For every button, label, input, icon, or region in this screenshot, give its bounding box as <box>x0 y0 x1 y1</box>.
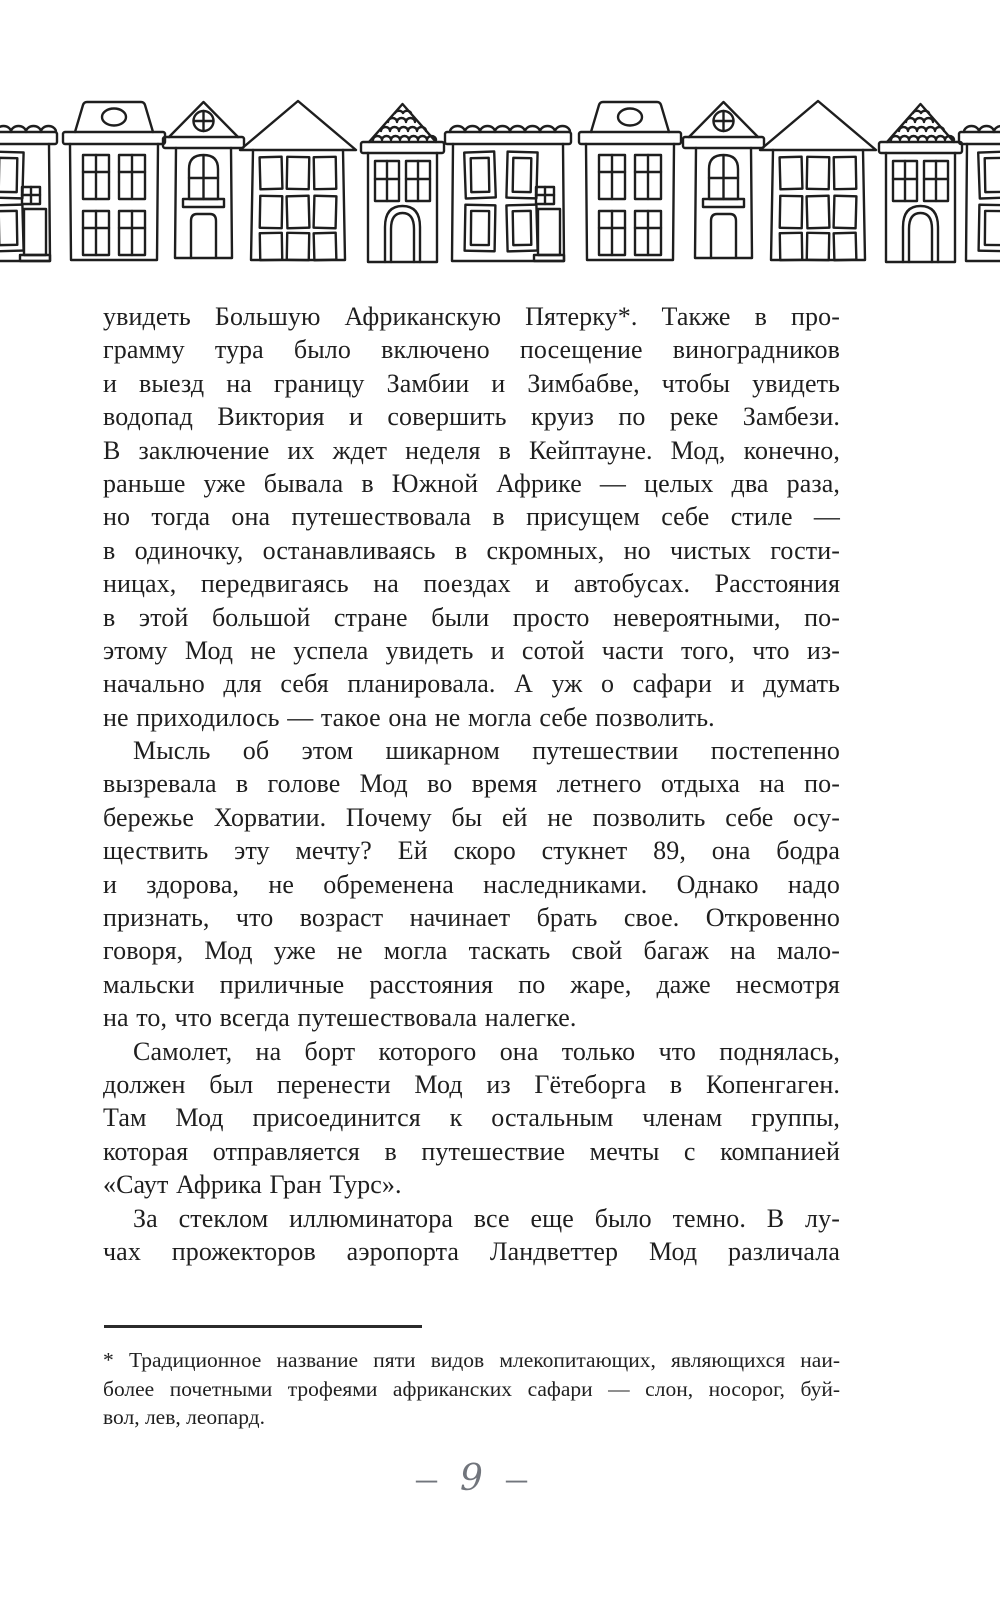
body-line: За стеклом иллюминатора все еще было темно. В лу- <box>133 1203 840 1233</box>
house-icon-shingled-roof <box>879 104 962 262</box>
house-icon-wide-triangle <box>240 101 356 260</box>
house-icon-flat-scalloped <box>0 126 57 261</box>
body-line: Самолет, на борт которого она только что поднялась, <box>133 1036 840 1066</box>
body-line: начально для себя планировала. А уж о сафари и думать <box>103 669 840 699</box>
body-line: не приходилось — такое она не могла себе позволить. <box>103 702 715 732</box>
house-icon-flat-scalloped <box>445 126 571 261</box>
footnote <box>103 1346 840 1432</box>
body-text <box>103 300 840 1268</box>
body-line: которая отправляется в путешествие мечты с компанией <box>103 1136 840 1166</box>
body-line: этому Мод не успела увидеть и сотой части того, что из- <box>103 635 840 665</box>
footnote-line: вол, лев, леопард. <box>103 1405 265 1430</box>
body-line: грамму тура было включено посещение виноградников <box>103 335 840 365</box>
house-icon-wide-triangle <box>760 101 876 260</box>
body-line: раньше уже бывала в Южной Африке — целых два раза, <box>103 468 840 498</box>
body-line: чах прожекторов аэропорта Ландветтер Мод различала <box>103 1236 840 1266</box>
house-icon-trapezoid-roof <box>63 102 165 260</box>
page-number-left-dash: – <box>416 1465 437 1494</box>
footnote-line: более почетными трофеями африканских сафари — слон, носорог, буй- <box>103 1376 840 1401</box>
house-icon-triangle-roof <box>683 102 764 258</box>
body-line: бережье Хорватии. Почему бы ей не позволить себе осу- <box>103 802 840 832</box>
body-line: ществить эту мечту? Ей скоро стукнет 89, она бодра <box>103 836 840 866</box>
house-icon-shingled-roof <box>361 104 444 262</box>
body-line: и выезд на границу Замбии и Зимбабве, чтобы увидеть <box>103 368 840 398</box>
page-number-value: 9 <box>460 1457 483 1499</box>
body-line: на то, что всегда путешествовала налегке. <box>103 1003 577 1033</box>
footnote-line: * Традиционное название пяти видов млекопитающих, являющихся наи- <box>103 1348 840 1372</box>
body-line: признать, что возраст начинает брать свое. Откровенно <box>103 903 840 933</box>
body-line: водопад Виктория и совершить круиз по реке Замбези. <box>103 402 840 432</box>
body-line: должен был перенести Мод из Гётеборга в Копенгаген. <box>103 1069 840 1099</box>
house-icon-flat-scalloped <box>959 126 1000 261</box>
body-line: В заключение их ждет неделя в Кейптауне. Мод, конечно, <box>103 435 840 465</box>
house-icon-trapezoid-roof <box>579 102 681 260</box>
page-number-right-dash: – <box>506 1465 527 1494</box>
body-line: Мысль об этом шикарном путешествии постепенно <box>133 736 840 766</box>
body-line: увидеть Большую Африканскую Пятерку*. Также в про- <box>103 302 840 331</box>
body-line: но тогда она путешествовала в присущем себе стиле — <box>103 502 840 532</box>
body-line: говоря, Мод уже не могла таскать свой багаж на мало- <box>103 936 840 966</box>
houses-illustration <box>0 95 1000 270</box>
body-line: мальски приличные расстояния по жаре, даже несмотря <box>103 969 840 999</box>
footnote-rule <box>104 1325 422 1328</box>
body-line: ницах, передвигаясь на поездах и автобусах. Расстояния <box>103 569 840 599</box>
body-line: в одиночку, останавливаясь в скромных, но чистых гости- <box>103 535 840 565</box>
body-line: вызревала в голове Мод во время летнего отдыха на по- <box>103 769 840 799</box>
body-line: Там Мод присоединится к остальным членам группы, <box>103 1103 840 1133</box>
body-line: и здорова, не обременена наследниками. Однако надо <box>103 869 840 899</box>
page-number <box>103 1458 840 1502</box>
house-icon-triangle-roof <box>163 102 244 258</box>
body-line: в этой большой стране были просто невероятными, по- <box>103 602 840 632</box>
body-line: «Саут Африка Гран Турс». <box>103 1170 402 1200</box>
